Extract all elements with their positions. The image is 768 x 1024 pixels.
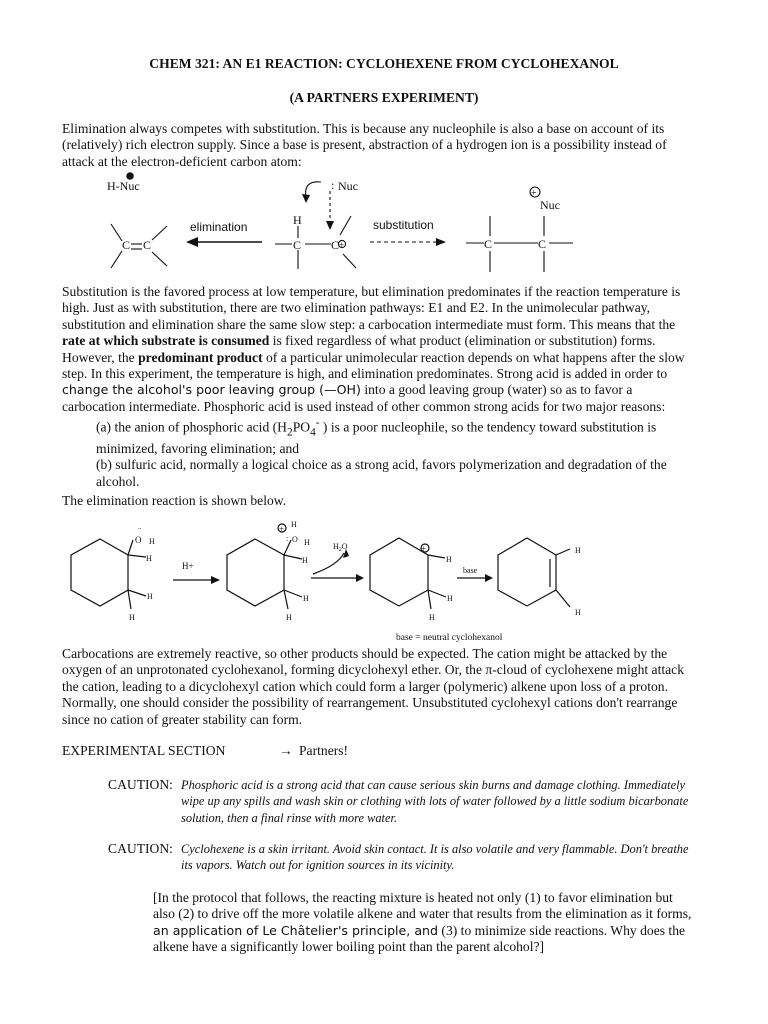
arrow-icon: →: [279, 743, 293, 758]
ring2-h1: H: [302, 556, 308, 565]
partners-label: Partners!: [299, 743, 349, 758]
lone-pair-dots: ..: [138, 523, 142, 531]
ring3-h3: H: [429, 613, 435, 622]
ring2-h3: H: [286, 613, 292, 622]
scheme-caption: base = neutral cyclohexanol: [396, 633, 503, 643]
alkene-c2: C: [143, 238, 152, 252]
ring2-h2: H: [303, 594, 309, 603]
discussion-text: Substitution is the favored process at low temperature, but elimination predominates if the reaction temperature is high. Just as with substitution, there are two elimination pathways: E1 and E2. In the unimolecular pathway, substitution and elimination share the same slow step: a carbocation intermediate must form. This means that the rate at which substrate is consumed is fixed regardless of what product (elimination or substitution) forms. However, the predominant product of a particular unimolecular reaction depends on what happens after the slow step. In this experiment, the temperature is high, and elimination predominates. Strong acid is added in order to change the alcohol's poor leaving group (—OH) into a good leaving group (water) so as to favor a carbocation intermediate. Phosphoric acid is used instead of other common strong acids for two major reasons:: [62, 284, 685, 414]
substrate-c1: C: [293, 238, 302, 252]
reason-b: (b) sulfuric acid, normally a logical choice as a strong acid, favors polymerization and degradation of the alcohol.: [96, 457, 667, 489]
ring4-h2: H: [575, 608, 581, 617]
intro-text: Elimination always competes with substitution. This is because any nucleophile is also a base on account of its (relatively) rich electron supply. Since a base is present, abstraction of a hydrogen ion is a possibility instead of attack at the electron-deficient carbon atom:: [62, 121, 667, 169]
ring1-o: O: [135, 535, 142, 545]
ring2-o: O: [292, 535, 298, 544]
ring3-charge: +: [421, 544, 427, 554]
carbocations-paragraph: Carbocations are extremely reactive, so other products should be expected. The cation might be attacked by the oxygen of an unprotonated cyclohexanol, forming dicyclohexyl ether. Or, the π-cloud of cyclohexene might attack the cation, leading to a dicyclohexyl cation which could form a larger (polymeric) alkene upon loss of a proton. Normally, one should consider the possibility of rearrangement. Unsubstituted cyclohexyl cations don't rearrange since no cation of greater stability can form.: [62, 646, 684, 727]
product-c2: C: [538, 237, 547, 251]
water-label: $H_2O$: [333, 542, 348, 553]
ring2-charge: +: [279, 524, 285, 534]
ring1-oh-h: H: [149, 537, 155, 546]
carbocation-charge: +: [339, 240, 345, 250]
caution-label: CAUTION:: [108, 777, 173, 792]
product-c1: C: [484, 237, 493, 251]
nuc-product-label: Nuc: [540, 198, 560, 212]
experimental-heading: [62, 743, 698, 759]
ring1-h3: H: [129, 613, 135, 622]
caution-label: CAUTION:: [108, 841, 173, 856]
elimination-label: elimination: [190, 220, 248, 234]
ring2-colon: :: [286, 534, 289, 543]
product-charge: +: [531, 188, 537, 199]
experimental-title: EXPERIMENTAL SECTION: [62, 743, 226, 758]
product-phrase: predominant product: [138, 349, 263, 365]
elimination-intro: The elimination reaction is shown below.: [62, 493, 287, 508]
ring1-h2: H: [147, 592, 153, 601]
document-subtitle: (A PARTNERS EXPERIMENT): [289, 90, 479, 105]
nuc-colon: :: [331, 178, 335, 192]
ring3-h1: H: [446, 555, 452, 564]
caution-text: Cyclohexene is a skin irritant. Avoid skin contact. It is also volatile and very flammable. Don't breathe its vapors. Watch out for ignition sources in its vicinity.: [181, 842, 689, 873]
rate-phrase: rate at which substrate is consumed: [62, 333, 270, 349]
ring3-h2: H: [447, 594, 453, 603]
hplus-label: H+: [182, 561, 194, 571]
protocol-note: [In the protocol that follows, the reacting mixture is heated not only (1) to favor elimination but also (2) to drive off the more volatile alkene and water that results from the elimination as it forms, an application of Le Châtelier's principle, and (3) to minimize side reactions. Why does the alkene have a significantly lower boiling point than the parent alcohol?]: [153, 890, 692, 955]
alkene-c1: C: [122, 238, 131, 252]
ring2-oh-top-h: H: [291, 520, 297, 529]
ring4-h1: H: [575, 546, 581, 555]
reason-a: (a) the anion of phosphoric acid ($H_2PO_4^-$ ) is a poor nucleophile, so the tendency toward substitution is minimized, favoring elimination; and: [96, 417, 657, 456]
caution-text: Phosphoric acid is a strong acid that can cause serious skin burns and damage clothing. Immediately wipe up any spills and wash skin or clothing with lots of water followed by a little sodium bicarbonate solution, then a final rinse with more water.: [181, 778, 689, 825]
ring2-oh-h: H: [304, 538, 310, 547]
hnuc-label: H-Nuc: [107, 179, 140, 193]
substrate-h: H: [293, 213, 302, 227]
nuc-label: Nuc: [338, 179, 358, 193]
document-title: CHEM 321: AN E1 REACTION: CYCLOHEXENE FROM CYCLOHEXANOL: [149, 56, 619, 71]
base-label: base: [463, 566, 478, 575]
ring1-h1: H: [146, 554, 152, 563]
substitution-label: substitution: [373, 218, 434, 232]
substrate-c2: C: [331, 238, 340, 252]
